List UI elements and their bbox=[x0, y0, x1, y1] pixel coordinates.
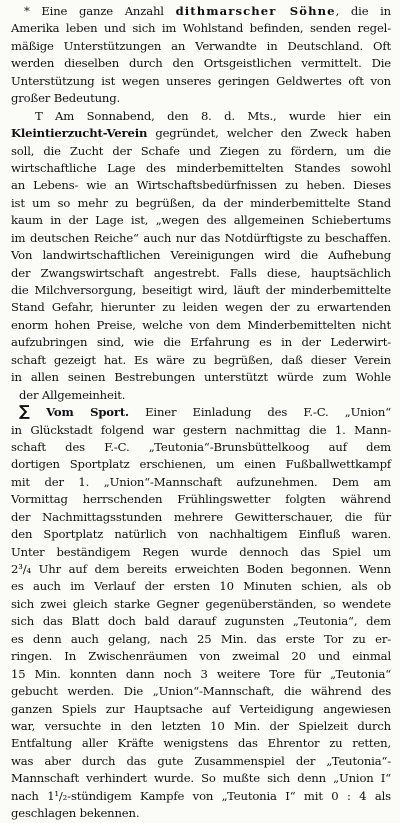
text-line: ist um so mehr zu begrüßen, da der minderbemittelte Stand bbox=[11, 195, 391, 210]
text-line: schaft gezeigt hat. Es wäre zu begrüßen, daß dieser Verein bbox=[11, 352, 391, 367]
text-line: soll, die Zucht der Schafe und Ziegen zu fördern, um die bbox=[11, 143, 391, 158]
text-line: T Am Sonnabend, den 8. d. Mts., wurde hier ein bbox=[35, 108, 391, 123]
text-line: kaum in der Lage ist, „wegen des allgemeinen Schiebertums bbox=[11, 213, 391, 228]
text-line: es denn auch gelang, nach 25 Min. das erste Tor zu er- bbox=[11, 631, 391, 646]
text-line: Entfaltung aller Kräfte wenigstens das Ehrentor zu retten, bbox=[11, 736, 391, 751]
text-line: großer Bedeutung. bbox=[11, 91, 121, 106]
text-line: Unterstützung ist wegen unseres geringen Geldwertes oft von bbox=[11, 73, 391, 88]
text-line: mäßige Unterstützungen an Verwandte in Deutschland. Oft bbox=[11, 38, 391, 53]
text-line: Amerika leben und sich im Wohlstand befinden, senden regel- bbox=[11, 21, 391, 36]
text-line: gebucht werden. Die „Union“-Mannschaft, die während des bbox=[11, 684, 391, 699]
text-segment: Einer Einladung des F.-C. „Union“ bbox=[128, 405, 391, 420]
text-line: Von landwirtschaftlichen Vereinigungen wird die Aufhebung bbox=[11, 248, 391, 263]
text-line: geschlagen bekennen. bbox=[11, 806, 140, 821]
text-line: die Milchversorgung, beseitigt wird, läuft der minderbemittelte bbox=[11, 283, 391, 297]
text-line bbox=[11, 3, 391, 20]
text-line: war, versuchte in den letzten 10 Min. der Spielzeit durch bbox=[11, 718, 391, 733]
text-line: der Nachmittagsstunden mehrere Gewitterschauer, die für bbox=[11, 509, 391, 524]
text-line: es auch im Verlauf der ersten 10 Minuten schien, als ob bbox=[11, 579, 391, 594]
text-line: Mannschaft verhindert wurde. So mußte sich denn „Union I“ bbox=[11, 771, 391, 786]
text-line: Stand Gefahr, hierunter zu leiden wegen der zu erwartenden bbox=[11, 300, 391, 315]
text-line: dortigen Sportplatz erschienen, um einen Fußballwettkampf bbox=[11, 457, 391, 472]
text-line: Vormittag herrschenden Frühlingswetter folgten während bbox=[11, 492, 391, 507]
text-line: sich das Blatt doch bald darauf zugunsten „Teutonia“, dem bbox=[11, 614, 391, 629]
text-line bbox=[11, 125, 391, 142]
text-line: der Allgemeinheit. bbox=[19, 387, 126, 402]
heading-vom-sport: Vom Sport. bbox=[29, 405, 129, 420]
text-line: enorm hohen Preise, welche von dem Minderbemittelten nicht bbox=[11, 317, 391, 332]
section-sign-icon: ∑ bbox=[19, 402, 30, 421]
heading-kleintierzucht-verein: Kleintierzucht-Verein bbox=[11, 126, 148, 141]
text-line: in allen seinen Bestrebungen unterstützt würde zum Wohle bbox=[11, 370, 391, 385]
text-segment: gegründet, welcher den Zweck haben bbox=[147, 126, 391, 141]
text-segment: * Eine ganze Anzahl bbox=[24, 4, 176, 18]
text-line bbox=[11, 404, 391, 421]
text-line: der Zwangswirtschaft angestrebt. Falls diese, hauptsächlich bbox=[11, 265, 391, 280]
text-line: nach 1¹/₂-stündigem Kampfe von „Teutonia I“ mit 0 : 4 als bbox=[11, 788, 391, 803]
emphasis-dithmarscher: dithmarscher Söhne bbox=[175, 4, 336, 18]
text-line: werden dieselben durch den Ortsgeistlichen vermittelt. Die bbox=[11, 56, 391, 71]
text-line: 15 Min. konnten dann noch 3 weitere Tore für „Teutonia“ bbox=[11, 666, 391, 681]
text-line: schaft des F.-C. „Teutonia“-Brunsbüttelkoog auf dem bbox=[11, 439, 391, 454]
text-line: im deutschen Reiche“ auch nur das Notdürftigste zu beschaffen. bbox=[11, 230, 391, 245]
text-line: mit der 1. „Union“-Mannschaft aufzunehmen. Dem am bbox=[11, 474, 391, 489]
text-line: 2³/₄ Uhr auf dem bereits erweichten Boden begonnen. Wenn bbox=[11, 562, 391, 576]
text-segment: , die in bbox=[335, 4, 391, 18]
text-line: in Glückstadt folgend war gestern nachmittag die 1. Mann- bbox=[11, 422, 391, 437]
text-line: ringen. In Zwischenräumen von zweimal 20 und einmal bbox=[11, 649, 391, 664]
text-line: ganzen Spiels zur Hauptsache auf Verteidigung angewiesen bbox=[11, 701, 391, 716]
text-line: was aber durch das gute Zusammenspiel der „Teutonia“- bbox=[11, 753, 391, 768]
text-line: Unter beständigem Regen wurde dennoch das Spiel um bbox=[11, 544, 391, 559]
text-line: an Lebens- wie an Wirtschaftsbedürfnissen zu heben. Dieses bbox=[11, 178, 391, 193]
text-line: den Sportplatz natürlich von nachhaltigem Einfluß waren. bbox=[11, 527, 391, 542]
text-line: wirtschaftliche Lage des minderbemittelten Standes sowohl bbox=[11, 160, 391, 175]
text-line: sich zwei gleich starke Gegner gegenüberständen, so wendete bbox=[11, 596, 391, 611]
text-line: aufzubringen sind, wie die Erfahrung es in der Lederwirt- bbox=[11, 335, 391, 350]
